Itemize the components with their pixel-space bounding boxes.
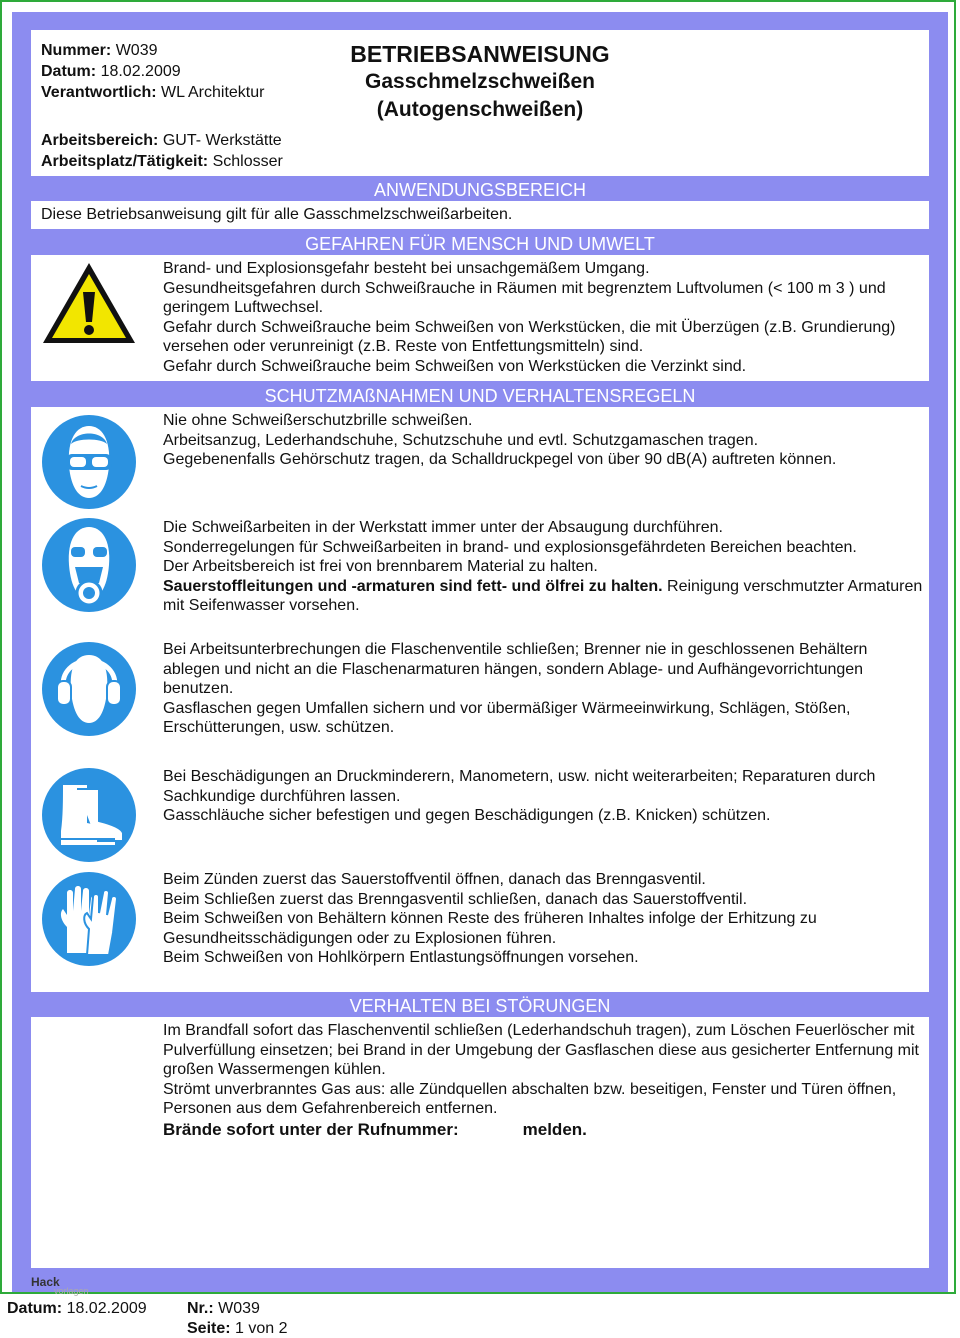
arbeitsplatz-row: Arbeitsplatz/Tätigkeit: Schlosser (41, 153, 283, 170)
respirator-mask-icon (41, 517, 137, 613)
emergency-call: Brände sofort unter der Rufnummer: melden. (163, 1119, 587, 1139)
protective-gloves-icon (41, 871, 137, 967)
warning-triangle-icon (40, 260, 138, 346)
oelfrei-warning: Sauerstoffleitungen und -armaturen sind fett- und ölfrei zu halten. (163, 577, 663, 595)
document-title: BETRIEBSANWEISUNG Gasschmelzschweißen (Autogenschweißen) (350, 41, 610, 121)
section-heading-stoerungen: VERHALTEN BEI STÖRUNGEN (349, 996, 611, 1016)
schutz-block-5: Beim Zünden zuerst das Sauerstoffventil öffnen, danach das Brenngasventil. Beim Schließen zuerst das Brenngasventil schließen, danach das Sauerstoffventil. Beim Schweißen von Behältern können Reste des früheren Inhaltes infolge der Erhitzung zu Gesundheitsschädigungen oder zu Explosionen führen. Beim Schweißen von Hohlkörpern Entlastungsöffnungen vorsehen. (163, 871, 817, 966)
safety-boots-icon (41, 767, 137, 863)
arbeitsbereich-row: Arbeitsbereich: GUT- Werkstätte (41, 132, 282, 149)
gefahren-line: Gesundheitsgefahren durch Schweißrauche in Räumen mit begrenztem Luftvolumen (< 100 m 3 ) und geringem Luftwechsel. (163, 279, 886, 316)
section-heading-gefahren: GEFAHREN FÜR MENSCH UND UMWELT (305, 234, 655, 254)
schutz-block-2: Die Schweißarbeiten in der Werkstatt immer unter der Absaugung durchführen. Sonderregelungen für Schweißarbeiten in brand- und explosionsgefährdeten Bereichen beachten. Der Arbeitsbereich ist frei von brennbarem Material zu halten. Sauerstoffleitungen und -armaturen sind fett- und ölfrei zu halten. Reinigung verschmutzter Armaturen mit Seifenwasser vorsehen. (163, 519, 923, 614)
datum-row: Datum: 18.02.2009 (41, 63, 181, 80)
schutz-block-4: Bei Beschädigungen an Druckminderern, Manometern, usw. nicht weiterarbeiten; Reparaturen durch Sachkundige durchführen lassen. Gasschläuche sicher befestigen und gegen Beschädigungen (z.B. Knicken) schützen. (163, 768, 876, 824)
watermark-logo: Hack (31, 1275, 60, 1289)
schutz-block-3: Bei Arbeitsunterbrechungen die Flaschenventile schließen; Brenner nie in geschlossenen Behältern ablegen und nicht an die Flaschenarmaturen hängen, sondern Ablage- und Aufhängevorrichtungen benutzen. Gasflaschen gegen Umfallen sichern und vor übermäßiger Wärmeeinwirkung, Schlägen, Stößen, Erschütterungen, usw. schützen. (163, 641, 868, 736)
gefahren-line: Gefahr durch Schweißrauche beim Schweißen von Werkstücken die Verzinkt sind. (163, 357, 747, 375)
gefahren-line: Brand- und Explosionsgefahr besteht bei unsachgemäßem Umgang. (163, 260, 650, 277)
ear-protection-icon (41, 641, 137, 737)
gefahren-line: Gefahr durch Schweißrauche beim Schweißen von Werkstücken, die mit Überzügen (z.B. Grundierung) versehen oder verunreinigt (z.B. Reste von Entfettungsmitteln) sind. (163, 318, 896, 355)
section-heading-anwendungsbereich: ANWENDUNGSBEREICH (373, 180, 587, 200)
header-meta (41, 40, 283, 172)
anwendung-text: Diese Betriebsanweisung gilt für alle Gasschmelzschweißarbeiten. (41, 206, 513, 223)
section-heading-schutzmassnahmen: SCHUTZMAßNAHMEN UND VERHALTENSREGELN (264, 386, 696, 406)
stoerungen-text: Im Brandfall sofort das Flaschenventil schließen (Lederhandschuh tragen), zum Löschen Feuerlöscher mit Pulverfüllung einsetzen; bei Brand in der Umgebung der Gasflaschen diese aus gesicherter Entfernung mit großen Wassermengen kühlen. Strömt unverbranntes Gas aus: alle Zündquellen abschalten bzw. beseitigen, Fenster und Türen öffnen, Personen aus dem Gefahrenbereich entfernen. Brände sofort unter der Rufnummer: melden. (163, 1021, 923, 1141)
gefahren-text (163, 259, 921, 376)
footer-datum: Datum: 18.02.2009 (7, 1300, 147, 1317)
safety-goggles-icon (41, 414, 137, 510)
footer-seite: Seite: 1 von 2 (187, 1320, 288, 1337)
verantwortlich-row: Verantwortlich: WL Architektur (41, 84, 265, 101)
nummer-row: Nummer: W039 (41, 42, 158, 59)
schutz-block-1: Nie ohne Schweißerschutzbrille schweißen. Arbeitsanzug, Lederhandschuhe, Schutzschuhe und evtl. Schutzgamaschen tragen. Gegebenenfalls Gehörschutz tragen, da Schalldruckpegel von über 90 dB(A) auftreten können. (163, 412, 837, 468)
footer-nr: Nr.: W039 (187, 1300, 260, 1317)
watermark-sub: vorlagen (54, 1286, 89, 1296)
